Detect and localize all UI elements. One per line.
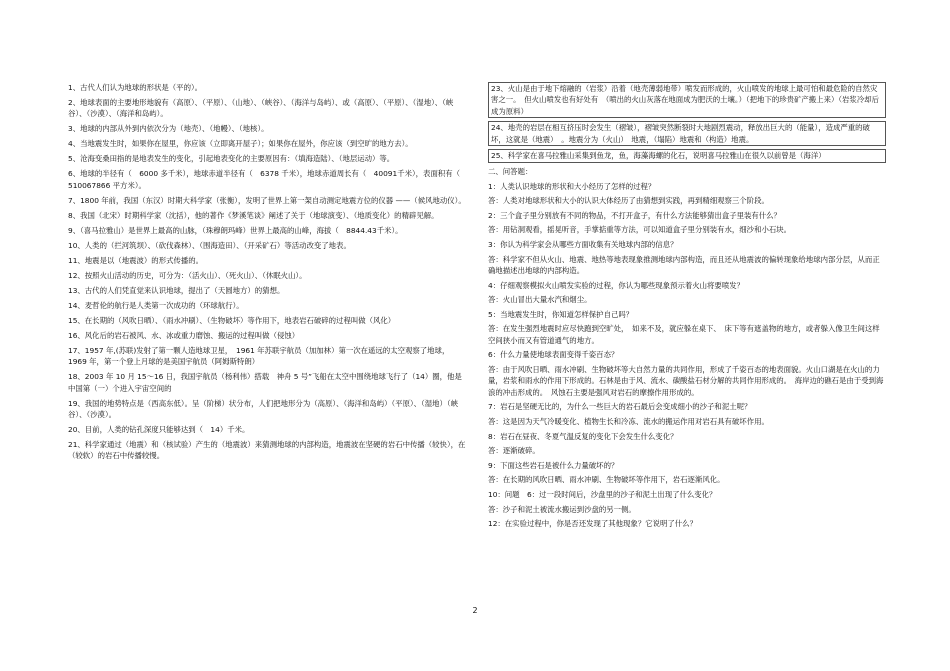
left-item-16: 16、风化后的岩石被风、水、冰或重力磨蚀、搬运的过程叫做（侵蚀） [68, 330, 300, 340]
question-10: 10：问题 6：过一段时间后，沙盘里的沙子和泥土出现了什么变化？ [488, 489, 717, 499]
left-item-12: 12、按照火山活动的历史，可分为：（活火山）、（死火山）、（休眠火山）。 [68, 270, 307, 280]
left-item-21: 21、科学家通过（地震）和（核试验）产生的（地震波）来猜测地球的内部构造，地震波在坚硬的岩石中传播（较快），在（较软）的岩石中传播较慢。 [68, 440, 466, 461]
question-12: 12：在实验过程中，你是否还发现了其他现象？它说明了什么？ [488, 519, 697, 529]
question-2: 2：三个盒子里分别放有不同的物品，不打开盒子，有什么方法能够猜出盒子里装有什么？ [488, 210, 781, 220]
question-1: 1：人类认识地球的形状和大小经历了怎样的过程？ [488, 181, 656, 191]
right-item-25: 25、科学家在喜马拉雅山采集到鱼龙，鱼，海藻海螺的化石，说明喜马拉雅山在很久以前曾是（海洋） [488, 149, 886, 162]
left-item-3: 3、地球的内部从外到内依次分为（地壳）、（地幔）、（地核）。 [68, 124, 269, 134]
left-item-7: 7、1800 年前，我国（东汉）时期大科学家（张衡），发明了世界上第一架自动测定地震方位的仪器 ——（候风地动仪）。 [68, 195, 466, 205]
answer-3: 答：科学家不但从火山、地震、地热等地表现象推测地球内部构造，而且还从地震波的偏转现象给地球内部分层，从而正确地描述出地球的内部构造。 [488, 254, 880, 275]
left-item-10: 10、人类的（拦河筑坝）、（砍伐森林）、（围海造田）、（开采矿石）等活动改变了地表。 [68, 240, 351, 250]
left-item-4: 4、当地震发生时，如果你在屋里，你应该（立即离开屋子）；如果你在屋外，你应该（到空旷的地方去）。 [68, 139, 413, 149]
answer-6: 答：由于风吹日晒、雨水冲刷、生物破坏等大自然力量的共同作用，形成了千姿百态的地表面貌。火山口湖是在火山的力量，岩浆和雨水的作用下形成的。石林是由于风、流水、碳酸盐石材分解的共同作用形成的。 海岸边的礁石是由于受到海浪的冲击形成的。 风蚀石主要是强风对岩石的摩擦作用形成的。 [488, 364, 884, 397]
question-9: 9：下面这些岩石是被什么力量破坏的？ [488, 460, 619, 470]
answer-1: 答：人类对地球形状和大小的认识大体经历了由猜想到实践，再到精细观察三个阶段。 [488, 196, 769, 206]
left-item-19: 19、我国的地势特点是（西高东低）。呈（阶梯）状分布，人们把地形分为（高原）、（海洋和岛屿）（平原）、（湿地）（峡谷）、（沙漠）。 [68, 398, 458, 420]
right-item-23: 23、火山是由于地下熔融的（岩浆）沿着（地壳薄弱地带）喷发而形成的，火山喷发的地球上最可怕和最危险的自然灾害之一。 但火山喷发也有好处有 （喷出的火山灰落在地面成为肥沃的土壤。）（把地下的珍贵矿产搬上来）（岩浆冷却后成为原料） [488, 82, 886, 118]
left-item-20: 20、目前，人类的钻孔深度只能够达到（ 14）千米。 [68, 425, 250, 435]
answer-9: 答：在长期的风吹日晒、雨水冲刷、生物破坏等作用下，岩石逐渐风化。 [488, 475, 725, 485]
left-item-9: 9、（喜马拉雅山）是世界上最高的山脉，（珠穆朗玛峰）世界上最高的山峰，海拔（ 8844.43千米）。 [68, 225, 403, 235]
left-column [68, 82, 466, 465]
right-column [488, 82, 886, 533]
answer-8: 答：逐渐破碎。 [488, 446, 540, 456]
left-item-13: 13、古代的人们凭直觉来认识地球，提出了（天圆地方）的猜想。 [68, 285, 285, 295]
left-item-17: 17、1957 年,(苏联)发射了第一颗人造地球卫星， 1961 年苏联宇航员（加加林）第一次在遥远的太空观察了地球， 1969 年，第一个登上月球的是美国宇航员（阿姆斯特朗） [68, 345, 454, 367]
question-8: 8：岩石在昼夜、冬夏气温反复的变化下会发生什么变化？ [488, 431, 678, 441]
question-4: 4：仔细观察模拟火山喷发实验的过程，你认为哪些现象预示着火山将要喷发？ [488, 280, 744, 290]
section-heading-qa: 二、问答题： [488, 167, 533, 176]
answer-10: 答：沙子和泥土被流水搬运到沙盘的另一侧。 [488, 504, 636, 514]
answer-5: 答：在发生强烈地震时应尽快跑到空旷处， 如来不及，就应躲在桌下、 床下等有遮盖物的地方，或者躲入像卫生间这样空间狭小而又有管道通气的地方。 [488, 324, 880, 345]
right-item-24: 24、地壳的岩层在相互挤压时会发生（褶皱），褶皱突然断裂时大地剧烈震动，释放出巨大的（能量），造成严重的破坏，这就是（地震） 。地震分为（火山） 地震，（塌陷）地震和（构造）地震。 [488, 121, 886, 146]
page-number: 2 [472, 606, 478, 615]
left-item-18: 18、2003 年 10 月 15～16 日，我国宇航员（杨利伟）搭载 神舟 5 号”飞船在太空中围绕地球飞行了（14）圈，他是中国第（一）个进入宇宙空间的 [68, 372, 462, 393]
answer-7: 答：这是因为天气冷暖变化、植物生长和冷冻、流水的搬运作用对岩石具有破坏作用。 [488, 416, 769, 426]
left-item-6: 6、地球的半径有（ 6000 多千米），地球赤道半径有（ 6378 千米），地球赤道周长有（ 40091千米），表面积有（ 510067866 平方米）。 [68, 169, 468, 190]
answer-2: 答：用钻洞观看，摇晃听音，手掌掂重等方法，可以知道盒子里分别装有水，细沙和小石块。 [488, 225, 792, 235]
left-item-8: 8、我国（北宋）时期科学家（沈括），他的著作《梦溪笔谈》阐述了关于（地球演变）、（地质变化）的精辟见解。 [68, 210, 439, 220]
question-6: 6：什么力量使地球表面变得千姿百态？ [488, 350, 619, 360]
question-3: 3：你认为科学家会从哪些方面收集有关地球内部的信息？ [488, 239, 678, 249]
left-item-11: 11、地震是以（地震波）的形式传播的。 [68, 255, 204, 265]
question-7: 7：岩石是坚硬无比的，为什么一些巨大的岩石最后会变成细小的沙子和泥土呢？ [488, 402, 752, 412]
question-5: 5：当地震发生时，你知道怎样保护自己吗？ [488, 309, 634, 319]
left-item-14: 14、麦哲伦的航行是人类第一次成功的（环球航行）。 [68, 300, 244, 310]
answer-4: 答：火山冒出大量水汽和烟尘。 [488, 295, 592, 305]
left-item-1: 1、古代人们认为地球的形状是（平的）。 [68, 83, 203, 92]
left-item-5: 5、沧海变桑田指的是地表发生的变化，引起地表变化的主要原因有：（填海造陆）、（地层运动）等。 [68, 154, 395, 164]
left-item-2: 2、地球表面的主要地形地貌有（高原）、（平原）、（山地）、（峡谷）、（海洋与岛屿）、或（高原）、（平原）、（湿地）、（峡谷）、（沙漠）、（海洋和岛屿）。 [68, 98, 454, 119]
left-item-15: 15、在长期的（风吹日晒）、（雨水冲刷）、（生物破坏）等作用下，地表岩石破碎的过程叫做（风化） [68, 315, 396, 325]
